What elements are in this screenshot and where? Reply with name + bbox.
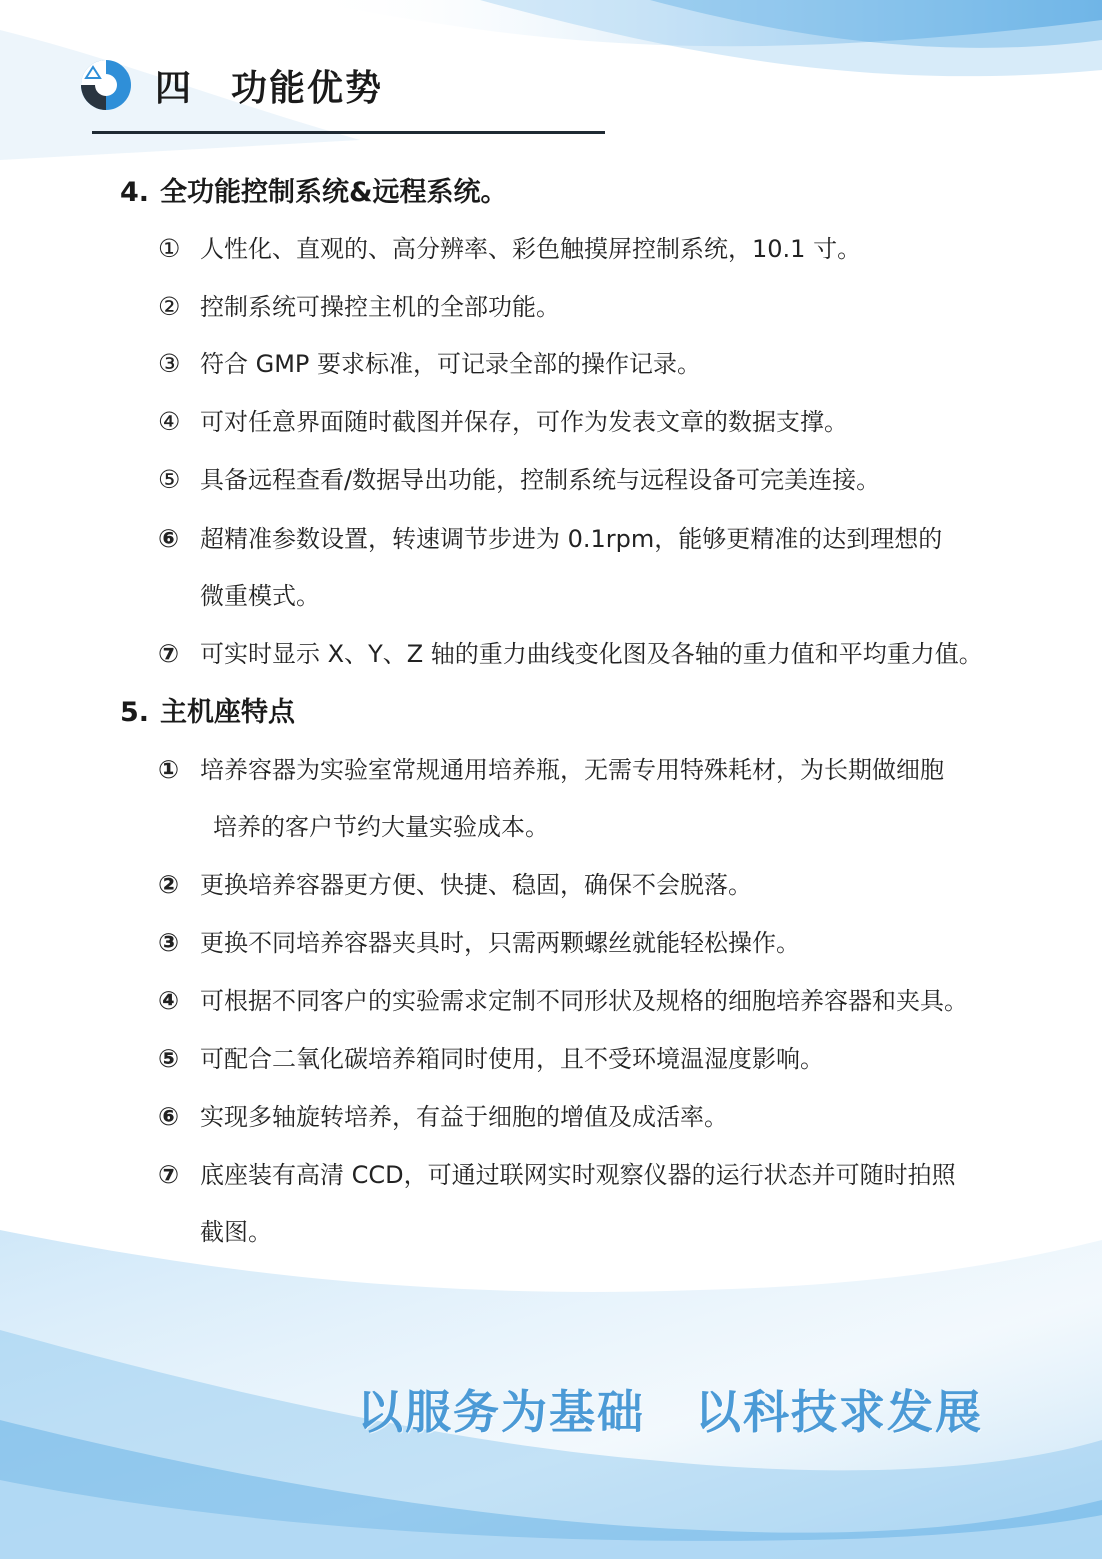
list-item-continuation: 微重模式。 — [200, 582, 320, 610]
section-title-text: 功能优势 — [231, 68, 384, 109]
list-marker: ③ — [158, 928, 180, 957]
list-marker: ① — [158, 234, 181, 263]
list-text: 具备远程查看/数据导出功能，控制系统与远程设备可完美连接。 — [200, 466, 881, 494]
heading-4 — [120, 177, 508, 209]
list-item — [158, 1102, 728, 1132]
heading-text: 主机座特点 — [160, 697, 295, 728]
list-item — [158, 407, 848, 437]
list-item — [158, 755, 944, 785]
list-text: 控制系统可操控主机的全部功能。 — [200, 293, 560, 321]
list-item — [158, 524, 942, 554]
list-text: 可实时显示 X、Y、Z 轴的重力曲线变化图及各轴的重力值和平均重力值。 — [200, 640, 983, 668]
list-item-continuation: 截图。 — [200, 1218, 272, 1246]
list-item — [158, 870, 752, 900]
heading-5 — [120, 697, 295, 729]
list-item-continuation: 培养的客户节约大量实验成本。 — [213, 813, 549, 841]
list-item — [158, 234, 861, 264]
list-marker: ⑦ — [158, 1160, 180, 1189]
list-item — [158, 986, 968, 1016]
list-marker: ① — [158, 755, 180, 784]
list-text: 更换培养容器更方便、快捷、稳固，确保不会脱落。 — [200, 871, 752, 899]
list-marker: ③ — [158, 349, 181, 378]
list-item — [158, 292, 560, 322]
logo-icon — [79, 58, 133, 112]
list-item — [158, 928, 800, 958]
list-text: 可配合二氧化碳培养箱同时使用，且不受环境温湿度影响。 — [200, 1045, 824, 1073]
list-marker: ⑥ — [158, 524, 180, 553]
section-number: 四 — [155, 68, 194, 109]
list-marker: ④ — [158, 986, 180, 1015]
list-marker: ⑤ — [158, 465, 181, 494]
list-text: 实现多轴旋转培养，有益于细胞的增值及成活率。 — [200, 1103, 728, 1131]
list-text: 底座装有高清 CCD，可通过联网实时观察仪器的运行状态并可随时拍照 — [200, 1161, 956, 1189]
heading-text: 全功能控制系统&远程系统。 — [160, 177, 508, 208]
heading-number: 5. — [120, 697, 150, 728]
list-text: 符合 GMP 要求标准，可记录全部的操作记录。 — [200, 350, 702, 378]
list-item — [158, 465, 880, 495]
list-marker: ② — [158, 870, 180, 899]
list-text: 可对任意界面随时截图并保存，可作为发表文章的数据支撑。 — [200, 408, 848, 436]
list-text: 超精准参数设置，转速调节步进为 0.1rpm，能够更精准的达到理想的 — [200, 525, 943, 553]
list-text: 培养容器为实验室常规通用培养瓶，无需专用特殊耗材，为长期做细胞 — [200, 756, 944, 784]
list-item — [158, 1160, 956, 1190]
section-title — [155, 60, 383, 111]
title-divider — [92, 131, 605, 134]
list-marker: ⑦ — [158, 639, 180, 668]
list-text: 人性化、直观的、高分辨率、彩色触摸屏控制系统，10.1 寸。 — [200, 235, 862, 263]
slogan-right: 以科技求发展 — [695, 1385, 983, 1439]
list-text: 可根据不同客户的实验需求定制不同形状及规格的细胞培养容器和夹具。 — [200, 987, 968, 1015]
list-marker: ② — [158, 292, 181, 321]
list-text: 更换不同培养容器夹具时，只需两颗螺丝就能轻松操作。 — [200, 929, 800, 957]
list-item — [158, 349, 701, 379]
list-item — [158, 1044, 824, 1074]
heading-number: 4. — [120, 177, 150, 208]
list-item — [158, 639, 983, 669]
list-marker: ④ — [158, 407, 181, 436]
list-marker: ⑤ — [158, 1044, 180, 1073]
footer-slogan — [357, 1376, 983, 1442]
list-marker: ⑥ — [158, 1102, 180, 1131]
slogan-left: 以服务为基础 — [357, 1385, 645, 1439]
